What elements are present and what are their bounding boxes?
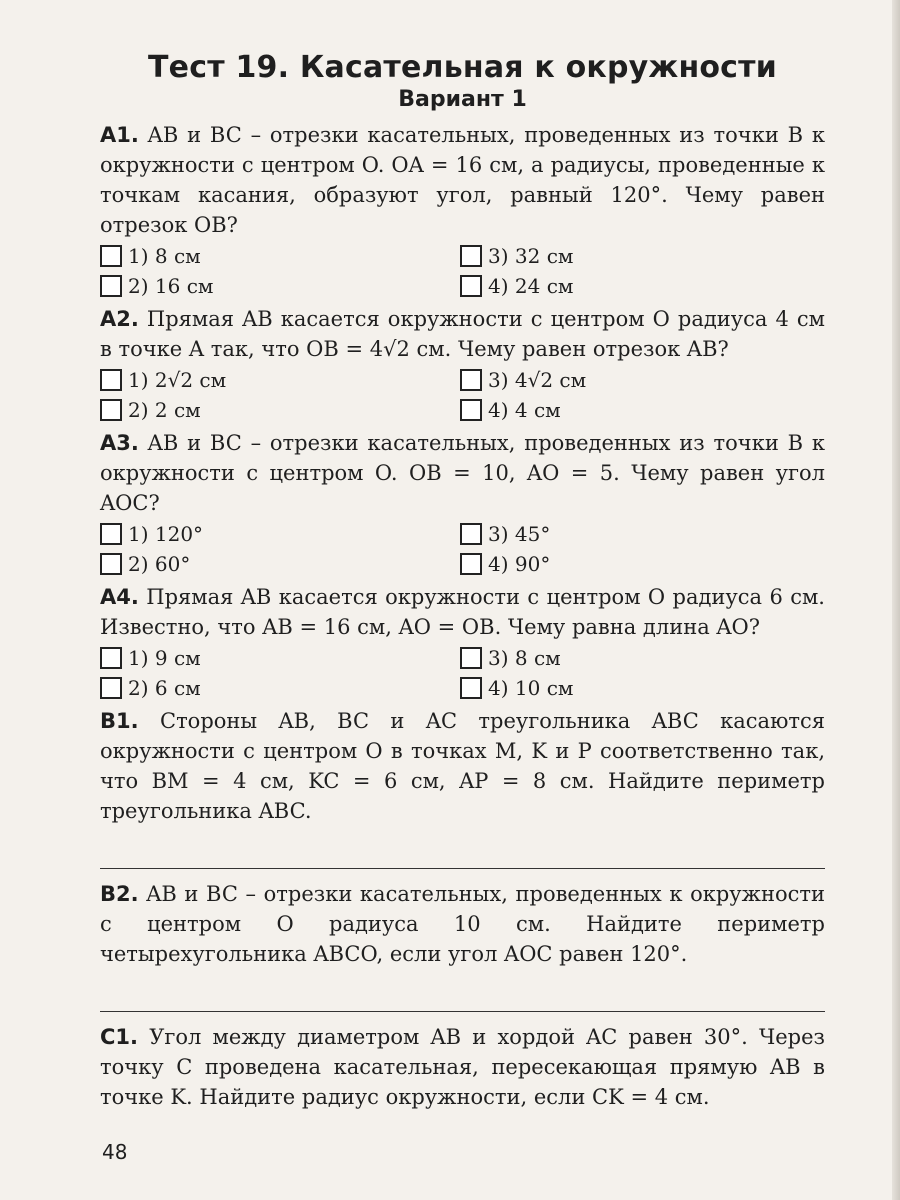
checkbox[interactable]: [100, 553, 122, 575]
task-c1: [100, 1022, 825, 1112]
option[interactable]: [460, 272, 820, 300]
checkbox[interactable]: [460, 399, 482, 421]
option[interactable]: [460, 242, 820, 270]
task-number: В1.: [100, 709, 139, 733]
test-title: Тест 19. Касательная к окружности: [148, 50, 777, 85]
option[interactable]: [100, 644, 460, 672]
option[interactable]: [100, 550, 460, 578]
checkbox[interactable]: [460, 245, 482, 267]
option[interactable]: [460, 644, 820, 672]
checkbox[interactable]: [460, 677, 482, 699]
answer-options: [100, 366, 825, 424]
checkbox[interactable]: [100, 399, 122, 421]
task-a1: [100, 120, 825, 240]
option[interactable]: [460, 520, 820, 548]
answer-options: [100, 520, 825, 578]
page-edge-shadow: [892, 0, 900, 1200]
checkbox[interactable]: [100, 677, 122, 699]
checkbox[interactable]: [100, 647, 122, 669]
task-text: Прямая AB касается окружности с центром O радиуса 4 см в точке A так, что OB = 4√2 см. Чему равен отрезок AB?: [100, 307, 826, 361]
task-text: AB и BC – отрезки касательных, проведенных из точки B к окружности с центром O. OB = 10, AO = 5. Чему равен угол AOC?: [100, 431, 825, 515]
test-page: [100, 40, 825, 1112]
option-label: 1) 120°: [128, 522, 204, 546]
option-label: 2) 2 см: [128, 398, 201, 422]
answer-options: [100, 644, 825, 702]
task-text: Стороны AB, BC и AC треугольника ABC касаются окружности с центром O в точках M, K и P соответственно так, что BM = 4 см, KC = 6 см, AP = 8 см. Найдите периметр треугольника ABC.: [100, 709, 825, 823]
checkbox[interactable]: [460, 647, 482, 669]
checkbox[interactable]: [100, 245, 122, 267]
checkbox[interactable]: [100, 275, 122, 297]
option-label: 3) 32 см: [488, 244, 574, 268]
answer-line[interactable]: [100, 826, 825, 869]
option[interactable]: [100, 674, 460, 702]
task-a3: [100, 428, 825, 518]
checkbox[interactable]: [460, 275, 482, 297]
variant-title: Вариант 1: [398, 87, 527, 112]
option-label: 4) 90°: [488, 552, 551, 576]
task-number: А2.: [100, 307, 139, 331]
option-label: 2) 60°: [128, 552, 191, 576]
task-number: А3.: [100, 431, 139, 455]
checkbox[interactable]: [460, 553, 482, 575]
option-label: 2) 16 см: [128, 274, 214, 298]
option[interactable]: [100, 366, 460, 394]
answer-line[interactable]: [100, 969, 825, 1012]
option[interactable]: [100, 520, 460, 548]
task-number: А1.: [100, 123, 139, 147]
task-b1: [100, 706, 825, 826]
checkbox[interactable]: [460, 369, 482, 391]
checkbox[interactable]: [100, 369, 122, 391]
option-label: 4) 24 см: [488, 274, 574, 298]
option[interactable]: [100, 272, 460, 300]
checkbox[interactable]: [100, 523, 122, 545]
option-label: 1) 2√2 см: [128, 368, 227, 392]
option-label: 4) 4 см: [488, 398, 561, 422]
task-text: AB и BC – отрезки касательных, проведенных из точки B к окружности с центром O. OA = 16 см, а радиусы, проведенные к точкам касания, образуют угол, равный 120°. Чему равен отрезок OB?: [100, 123, 825, 237]
task-text: Угол между диаметром AB и хордой AC равен 30°. Через точку C проведена касательная, пересекающая прямую AB в точке K. Найдите радиус окружности, если CK = 4 см.: [100, 1025, 825, 1109]
option[interactable]: [460, 366, 820, 394]
option-label: 4) 10 см: [488, 676, 574, 700]
task-number: А4.: [100, 585, 139, 609]
page-number: 48: [102, 1140, 128, 1164]
option-label: 3) 4√2 см: [488, 368, 587, 392]
answer-options: [100, 242, 825, 300]
task-text: AB и BC – отрезки касательных, проведенных к окружности с центром O радиуса 10 см. Найдите периметр четырехугольника ABCO, если угол AOC равен 120°.: [100, 882, 825, 966]
task-text: Прямая AB касается окружности с центром O радиуса 6 см. Известно, что AB = 16 см, AO = OB. Чему равна длина AO?: [100, 585, 825, 639]
task-number: В2.: [100, 882, 139, 906]
task-a2: [100, 304, 825, 364]
task-b2: [100, 879, 825, 969]
option[interactable]: [460, 550, 820, 578]
checkbox[interactable]: [460, 523, 482, 545]
task-number: С1.: [100, 1025, 139, 1049]
option[interactable]: [100, 242, 460, 270]
option-label: 3) 8 см: [488, 646, 561, 670]
option-label: 2) 6 см: [128, 676, 201, 700]
option[interactable]: [460, 674, 820, 702]
option[interactable]: [460, 396, 820, 424]
option-label: 1) 8 см: [128, 244, 201, 268]
option-label: 1) 9 см: [128, 646, 201, 670]
option-label: 3) 45°: [488, 522, 551, 546]
task-a4: [100, 582, 825, 642]
option[interactable]: [100, 396, 460, 424]
